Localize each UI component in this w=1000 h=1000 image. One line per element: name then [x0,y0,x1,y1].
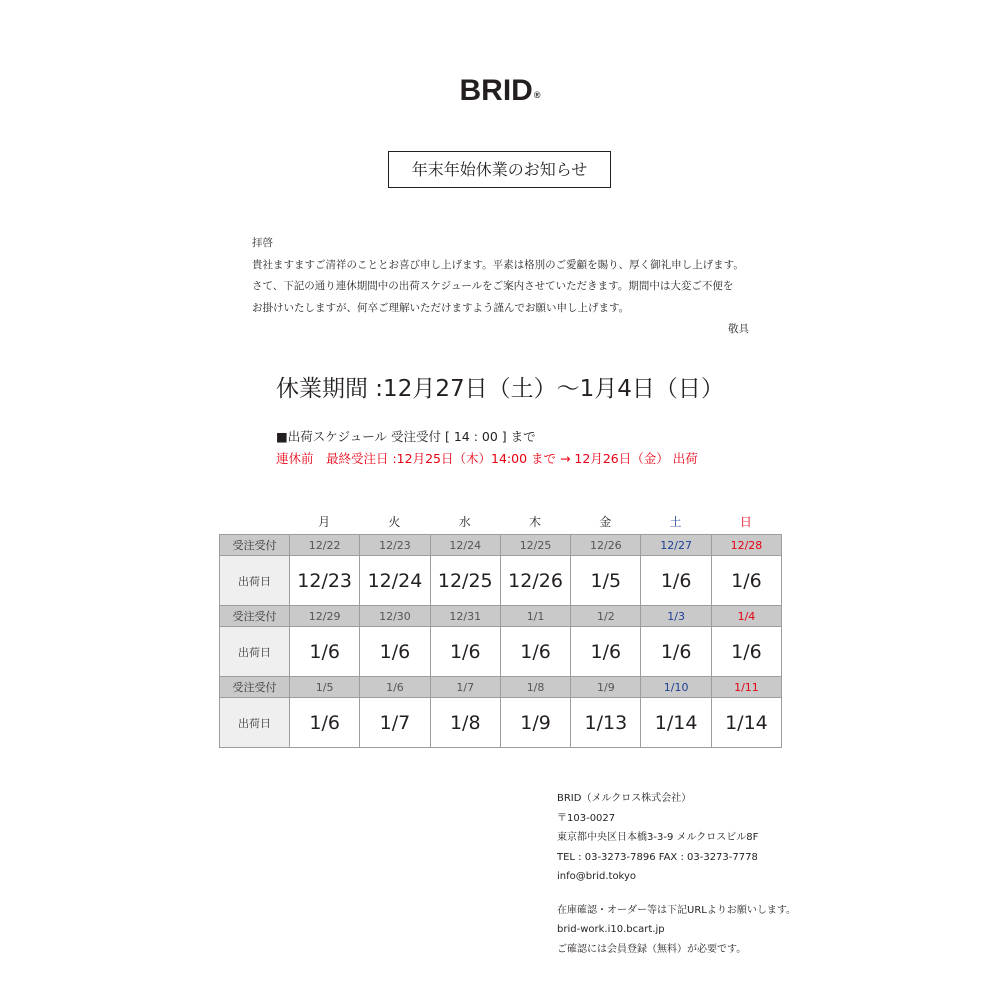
weekday-label-sunday: 日 [739,515,752,529]
last-order-notice: 連休前 最終受注日 :12月25日（木）14:00 まで → 12月26日（金） 出荷 [276,451,698,466]
order-date-cell: 12/28 [711,535,781,556]
letter-line: お掛けいたしますが、何卒ご理解いただけますよう謹んでお願い申し上げます。 [252,301,630,314]
ship-row [220,698,782,748]
greeting-letter [252,233,752,341]
ship-date-cell: 1/8 [430,698,500,748]
weekday-header [289,512,781,532]
letter-opening: 拝啓 [252,237,273,249]
ship-row [220,627,782,677]
company-phone-fax: TEL : 03-3273-7896 FAX : 03-3273-7778 [557,851,758,863]
order-date-cell: 12/24 [430,535,500,556]
order-date-cell: 12/30 [360,606,430,627]
shipping-schedule [276,426,698,470]
weekday-label: 月 [318,515,331,529]
ship-date-cell: 1/9 [500,698,570,748]
ship-date-cell: 1/6 [641,556,711,606]
ship-date-cell: 1/5 [571,556,641,606]
ship-date-cell: 1/7 [360,698,430,748]
ship-date-cell: 12/24 [360,556,430,606]
order-date-cell: 1/10 [641,677,711,698]
order-date-cell: 12/22 [290,535,360,556]
ship-date-cell: 1/14 [641,698,711,748]
ship-date-cell: 1/6 [290,627,360,677]
order-date-cell: 1/8 [500,677,570,698]
order-date-cell: 12/26 [571,535,641,556]
order-date-cell: 12/29 [290,606,360,627]
ship-date-cell: 12/25 [430,556,500,606]
schedule-heading: ■出荷スケジュール 受注受付 [ 14 : 00 ] まで [276,429,536,444]
order-date-cell: 1/1 [500,606,570,627]
logo-text: BRID [459,74,533,107]
closure-period: 休業期間 :12月27日（土）〜1月4日（日） [276,376,724,402]
order-date-cell: 1/2 [571,606,641,627]
order-row [220,677,782,698]
order-date-cell: 12/27 [641,535,711,556]
order-date-cell: 1/4 [711,606,781,627]
order-date-cell: 12/31 [430,606,500,627]
ship-row-label: 出荷日 [220,627,290,677]
company-address: 東京都中央区日本橋3-3-9 メルクロスビル8F [557,832,759,843]
membership-note: ご確認には会員登録（無料）が必要です。 [557,943,747,955]
order-row [220,535,782,556]
ship-date-cell: 12/23 [290,556,360,606]
ship-date-cell: 1/6 [711,556,781,606]
order-date-cell: 1/11 [711,677,781,698]
order-date-cell: 12/23 [360,535,430,556]
weekday-label: 木 [528,515,541,529]
letter-closing: 敬具 [728,323,749,335]
shipping-calendar-table [219,534,782,748]
weekday-label: 火 [388,515,401,529]
order-row-label: 受注受付 [220,677,290,698]
ship-date-cell: 1/6 [571,627,641,677]
ship-date-cell: 1/6 [711,627,781,677]
letter-line: さて、下記の通り連休期間中の出荷スケジュールをご案内させていただきます。期間中は大変ご不便を [252,280,734,292]
company-email: info@brid.tokyo [557,871,637,882]
company-postal-code: 〒103-0027 [557,812,616,824]
order-url-note: 在庫確認・オーダー等は下記URLよりお願いします。 [557,904,797,916]
order-row [220,606,782,627]
order-row-label: 受注受付 [220,606,290,627]
spacer [557,887,796,901]
brid-logo [0,73,1000,109]
ship-date-cell: 1/6 [430,627,500,677]
order-date-cell: 12/25 [500,535,570,556]
order-row-label: 受注受付 [220,535,290,556]
letter-line: 貴社ますますご清祥のこととお喜び申し上げます。平素は格別のご愛顧を賜り、厚く御礼申し上げます。 [252,258,744,271]
ship-date-cell: 1/6 [500,627,570,677]
ship-date-cell: 1/6 [641,627,711,677]
order-url: brid-work.i10.bcart.jp [557,924,665,935]
weekday-label-saturday: 土 [669,515,682,529]
order-date-cell: 1/9 [571,677,641,698]
order-date-cell: 1/3 [641,606,711,627]
order-date-cell: 1/7 [430,677,500,698]
ship-date-cell: 1/6 [290,698,360,748]
ship-row [220,556,782,606]
ship-date-cell: 1/6 [360,627,430,677]
company-name: BRID（メルクロス株式会社） [557,793,692,804]
order-date-cell: 1/5 [290,677,360,698]
ship-row-label: 出荷日 [220,556,290,606]
ship-date-cell: 1/13 [571,698,641,748]
order-date-cell: 1/6 [360,677,430,698]
registered-mark: ® [533,90,541,100]
ship-date-cell: 1/14 [711,698,781,748]
notice-title: 年末年始休業のお知らせ [388,151,611,188]
ship-row-label: 出荷日 [220,698,290,748]
company-info [557,789,796,959]
weekday-label: 水 [458,515,471,529]
ship-date-cell: 12/26 [500,556,570,606]
weekday-label: 金 [599,515,612,529]
